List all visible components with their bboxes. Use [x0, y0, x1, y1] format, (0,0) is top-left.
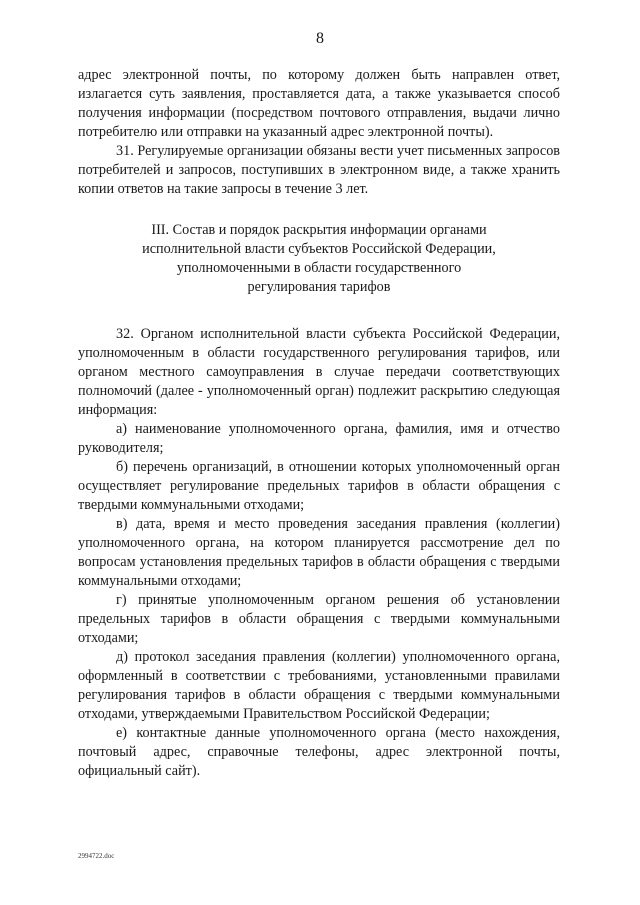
paragraph-32: 32. Органом исполнительной власти субъекта Российской Федерации, уполномоченным в области государственного регулирования тарифов, или органом местного самоуправления в случае передачи соответствующих полномочий (далее - уполномоченный орган) подлежит раскрытию следующая информация: [78, 326, 560, 418]
list-item-b: б) перечень организаций, в отношении которых уполномоченный орган осуществляет регулирование предельных тарифов в области обращения с твердыми коммунальными отходами; [78, 459, 560, 513]
footer-filename: 2994722.doc [78, 852, 115, 860]
list-item-e: е) контактные данные уполномоченного органа (место нахождения, почтовый адрес, справочные телефоны, адрес электронной почты, официальный сайт). [78, 725, 560, 779]
section-heading-line-1: III. Состав и порядок раскрытия информации органами [151, 222, 487, 238]
list-item-a: а) наименование уполномоченного органа, фамилия, имя и отчество руководителя; [78, 421, 560, 456]
section-heading-line-2: исполнительной власти субъектов Российской Федерации, [142, 241, 496, 257]
list-item-d: д) протокол заседания правления (коллегии) уполномоченного органа, оформленный в соответствии с требованиями, установленными правилами регулирования тарифов в области обращения с твердыми коммунальными отходами, утверждаемыми Правительством Российской Федерации; [78, 649, 560, 722]
section-heading-line-4: регулирования тарифов [247, 279, 391, 295]
section-heading-line-3: уполномоченными в области государственного [176, 260, 462, 276]
list-item-v: в) дата, время и место проведения заседания правления (коллегии) уполномоченного органа, на котором планируется рассмотрение дел по вопросам установления предельных тарифов в области обращения с твердыми коммунальными отходами; [78, 516, 560, 589]
page-number: 8 [316, 30, 324, 47]
section-heading-iii [78, 221, 560, 297]
list-item-g: г) принятые уполномоченным органом решения об установлении предельных тарифов в области обращения с твердыми коммунальными отходами; [78, 592, 560, 646]
paragraph-31: 31. Регулируемые организации обязаны вести учет письменных запросов потребителей и запросов, поступивших в электронном виде, а также хранить копии ответов на такие запросы в течение 3 лет. [78, 143, 560, 197]
paragraph-address-continuation: адрес электронной почты, по которому должен быть направлен ответ, излагается суть заявления, проставляется дата, а также указывается способ получения информации (посредством почтового отправления, выдачи лично потребителю или отправки на указанный адрес электронной почты). [78, 67, 560, 140]
document-body [78, 66, 560, 781]
